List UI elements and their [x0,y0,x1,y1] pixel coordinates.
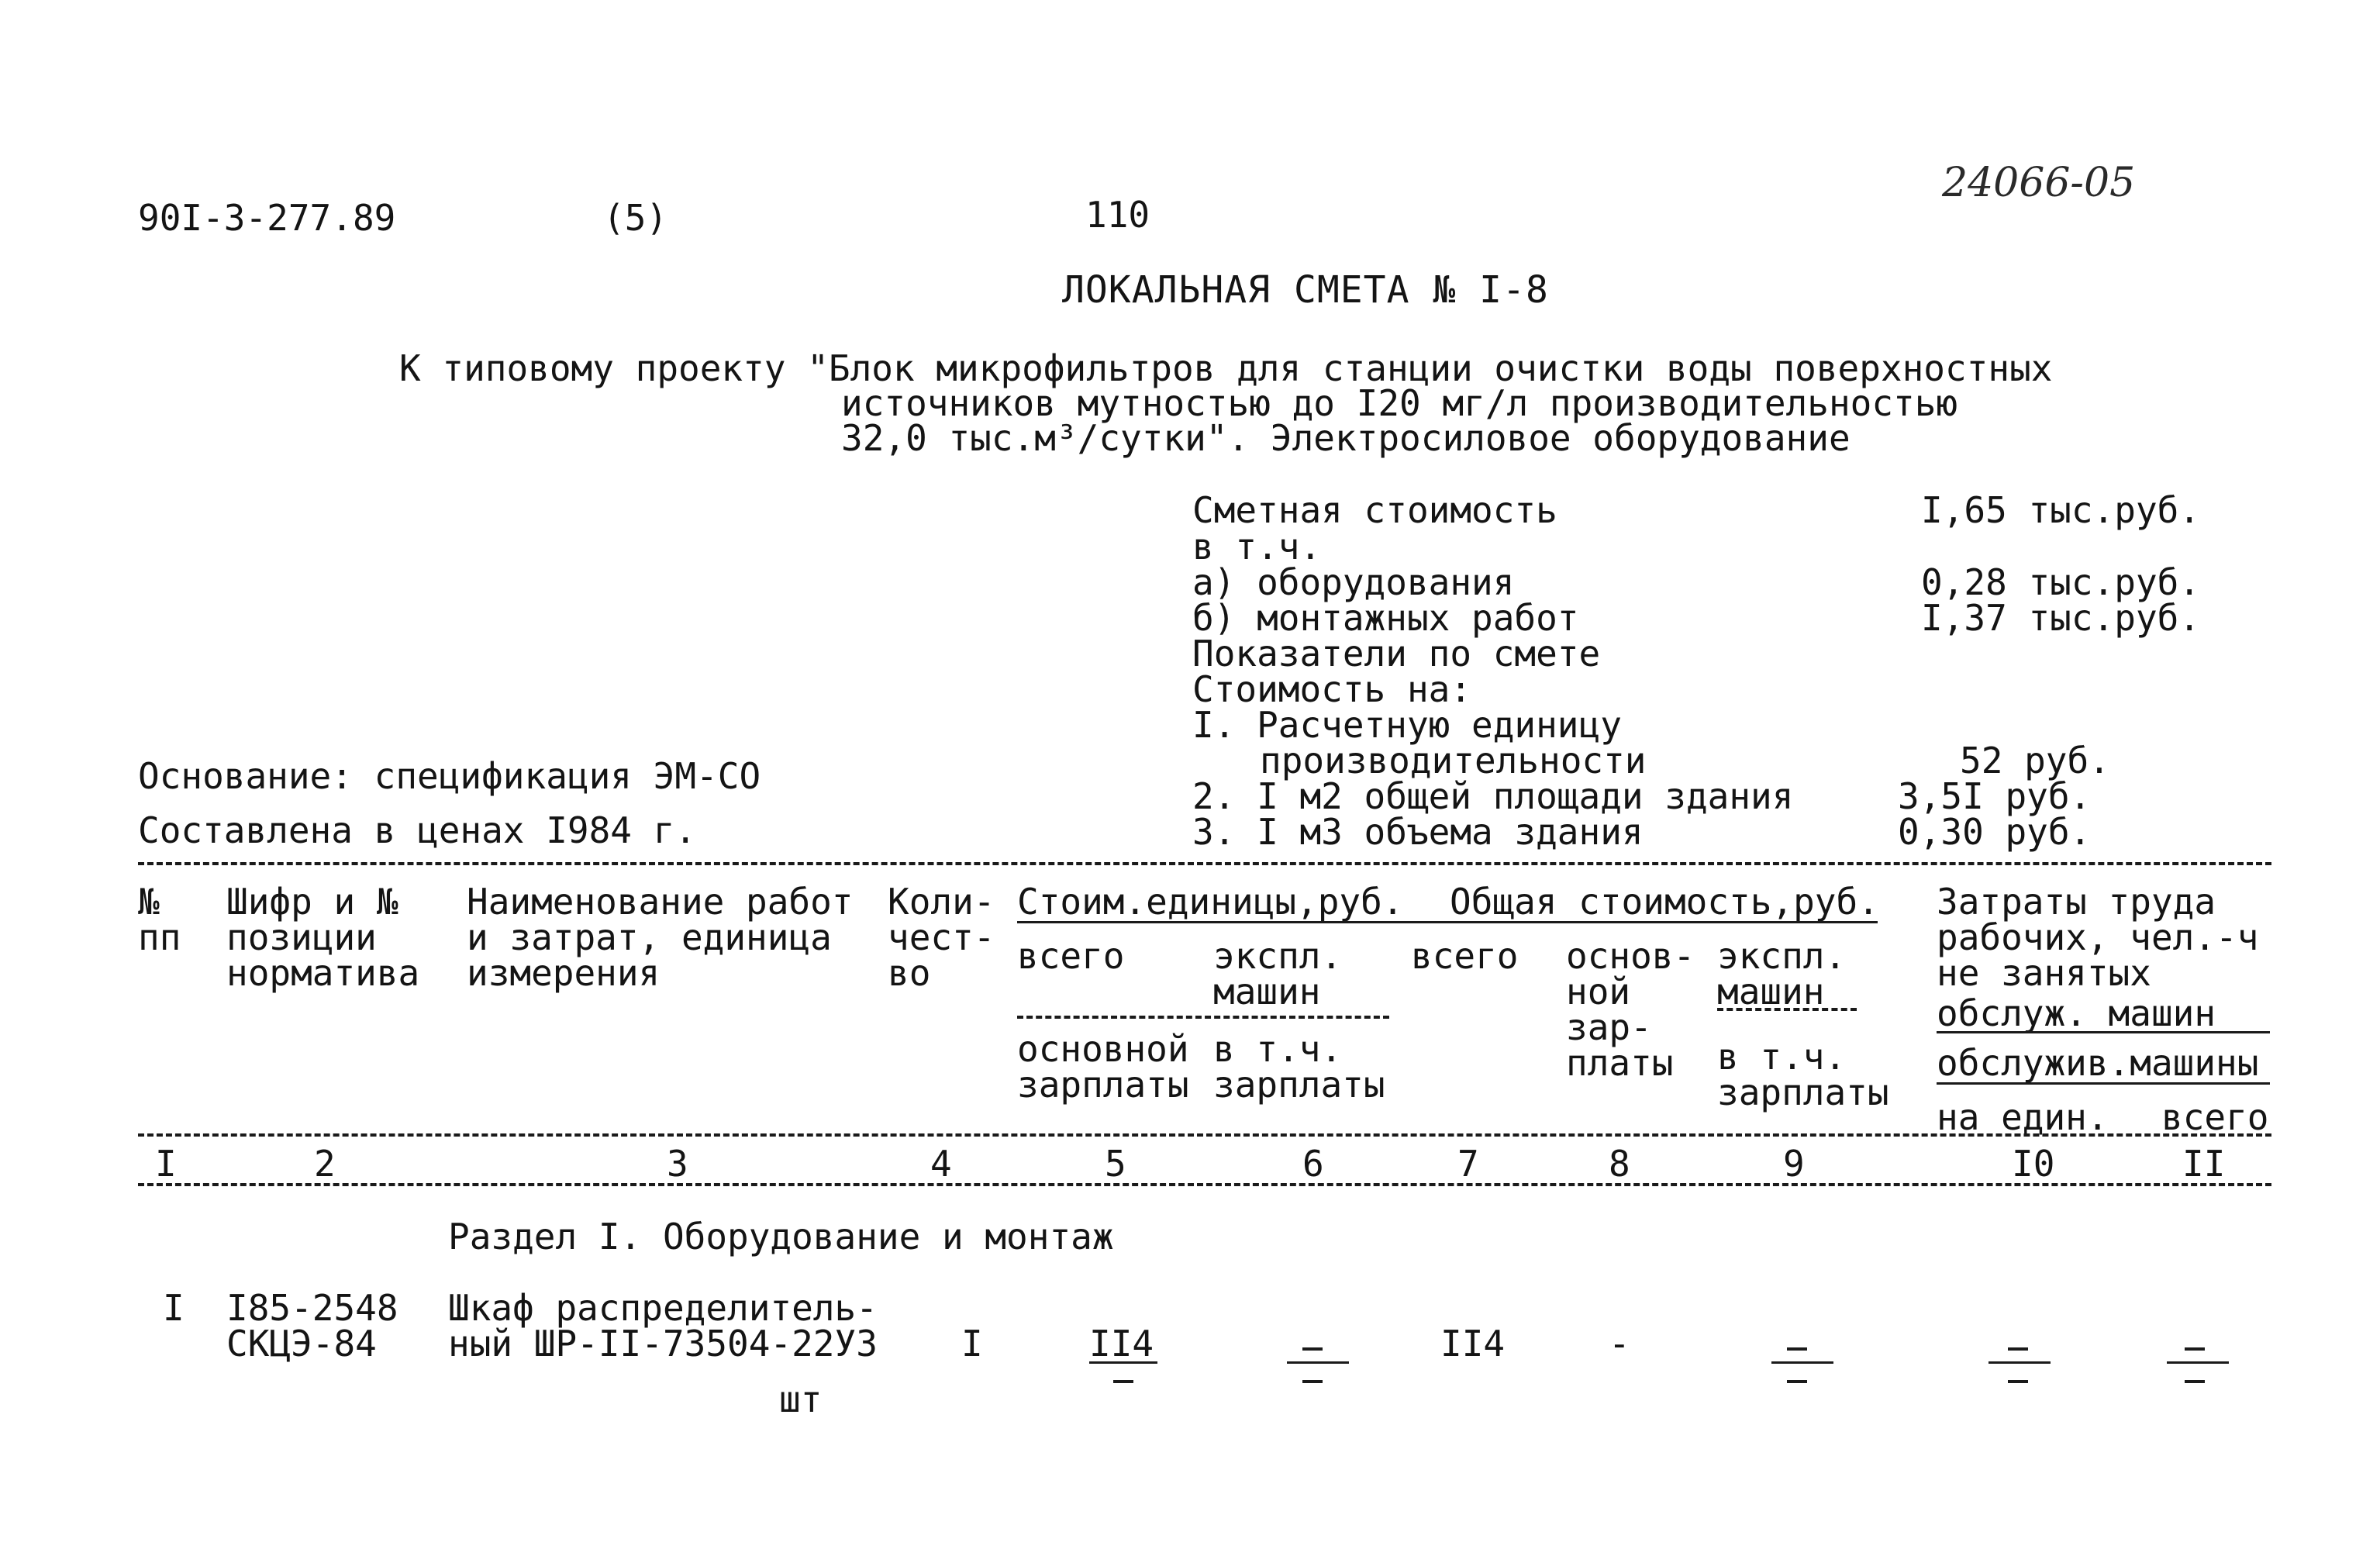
column-number-6: 6 [1302,1143,1324,1185]
col-8-header-b: ной [1566,971,1631,1013]
row-1-number: I [163,1287,185,1329]
row-1-labor-total-bottom [2185,1380,2205,1383]
column-number-8: 8 [1609,1143,1630,1185]
column-number-4: 4 [930,1143,952,1185]
labor-sub-header: рабочих, чел.-ч [1937,916,2259,958]
labor-sub-header-2: не занятых [1937,952,2151,994]
col-9-header-top-a: экспл. [1717,935,1847,977]
col-6-header-top-a: экспл. [1213,935,1343,977]
indicator-1-label: I. Расчетную единицу [1192,704,1622,746]
indicator-3-value: 0,30 руб. [1898,811,2092,853]
labor-header-serviced: обслужив.машины [1937,1042,2259,1084]
total-cost-group-header: Общая стоимость,руб. [1450,881,1879,923]
col-2-header-a: Шифр и № [226,881,398,923]
installation-value: I,37 тыс.руб. [1921,597,2201,639]
column-number-9: 9 [1783,1143,1805,1185]
cost-per-label: Стоимость на: [1192,668,1472,710]
unit-cost-group-header: Стоим.единицы,руб. [1017,881,1404,923]
row-1-unit-machines-bottom [1302,1380,1323,1383]
row-1-labor-unit-bottom [2008,1380,2028,1383]
col-5-header-bottom-a: основной [1017,1028,1189,1070]
col-5-header-top: всего [1017,935,1125,977]
row-1-machines-top [1787,1347,1807,1351]
col-6-header-bottom-b: зарплаты [1213,1064,1385,1106]
indicator-2-value: 3,5I руб. [1898,775,2092,817]
column-number-10: I0 [2012,1143,2055,1185]
handwritten-reference: 24066-05 [1942,160,2136,206]
row-1-base-wage: - [1609,1323,1630,1365]
col-4-header-b: чест- [888,916,995,958]
including-label: в т.ч. [1192,526,1322,568]
table-top-rule [138,862,2271,865]
prices-note: Составлена в ценах I984 г. [138,809,697,851]
row-1-unit-machines-line [1287,1361,1349,1364]
row-1-machines-bottom [1787,1380,1807,1383]
col-11-header: всего [2161,1096,2269,1138]
row-1-name-a: Шкаф распределитель- [448,1287,878,1329]
row-1-labor-unit-line [1989,1361,2051,1364]
col-6-header-top-b: машин [1213,971,1321,1013]
row-1-unit-total-underline [1089,1361,1157,1364]
col-8-header-d: платы [1566,1042,1674,1084]
col-3-header-c: измерения [467,952,661,994]
row-1-unit: шт [779,1378,823,1420]
indicator-1-label-cont: производительности [1260,740,1647,781]
col-3-header-a: Наименование работ [467,881,854,923]
row-1-code-b: СКЦЭ-84 [226,1323,377,1365]
row-1-quantity: I [961,1323,983,1365]
indicator-1-value: 52 руб. [1960,740,2110,781]
document-code: 90I-3-277.89 [138,197,396,239]
labor-header-underline-1 [1937,1031,2270,1033]
indicators-label: Показатели по смете [1192,633,1601,674]
document-part: (5) [603,197,668,239]
column-number-7: 7 [1457,1143,1479,1185]
col-1-header-b: пп [138,916,181,958]
header-bottom-rule [138,1133,2271,1137]
col-4-header-a: Коли- [888,881,995,923]
equipment-value: 0,28 тыс.руб. [1921,561,2201,603]
row-1-unit-machines-top [1302,1347,1323,1351]
col-6-header-bottom-a: в т.ч. [1213,1028,1343,1070]
basis-note: Основание: спецификация ЭМ-СО [138,755,761,797]
col-8-header-c: зар- [1566,1006,1652,1048]
column-number-11: II [2182,1143,2226,1185]
col-7-header-top: всего [1411,935,1519,977]
project-line-2: источников мутностью до I20 мг/л производительностью [841,382,1958,424]
estimated-cost-value: I,65 тыс.руб. [1921,489,2201,531]
row-1-code-a: I85-2548 [226,1287,398,1329]
col-2-header-b: позиции [226,916,377,958]
col-3-header-b: и затрат, единица [467,916,832,958]
col-1-header-a: № [138,881,160,923]
installation-label: б) монтажных работ [1192,597,1579,639]
col-10-header: на един. [1937,1096,2109,1138]
row-1-machines-line [1771,1361,1833,1364]
project-line-1: К типовому проекту "Блок микрофильтров для станции очистки воды поверхностных [399,347,2053,389]
column-number-3: 3 [667,1143,688,1185]
row-1-total: II4 [1440,1323,1506,1365]
column-numbers-rule [138,1183,2271,1186]
labor-header-machines: обслуж. машин [1937,992,2216,1034]
indicator-2-label: 2. I м2 общей площади здания [1192,775,1794,817]
cost-group-underline [1017,921,1878,923]
row-1-unit-wage-dash [1113,1380,1133,1383]
col-9-header-bottom-a: в т.ч. [1717,1036,1847,1078]
section-title: Раздел I. Оборудование и монтаж [448,1216,1114,1258]
indicator-3-label: 3. I м3 объема здания [1192,811,1644,853]
col-9-header-top-b: машин [1717,971,1825,1013]
row-1-name-b: ный ШР-II-73504-22У3 [448,1323,878,1365]
col-9-mid-rule [1717,1008,1857,1011]
document-title: ЛОКАЛЬНАЯ СМЕТА № I-8 [1062,268,1549,312]
row-1-unit-total: II4 [1089,1323,1154,1365]
estimated-cost-label: Сметная стоимость [1192,489,1557,531]
column-number-5: 5 [1105,1143,1126,1185]
unit-cost-mid-rule [1017,1016,1389,1019]
row-1-labor-total-line [2167,1361,2229,1364]
col-5-header-bottom-b: зарплаты [1017,1064,1189,1106]
col-9-header-bottom-b: зарплаты [1717,1071,1889,1113]
labor-header-underline-2 [1937,1082,2270,1085]
column-number-1: I [155,1143,177,1185]
col-4-header-c: во [888,952,931,994]
row-1-labor-unit-top [2008,1347,2028,1351]
equipment-label: а) оборудования [1192,561,1515,603]
col-8-header-a: основ- [1566,935,1695,977]
column-number-2: 2 [314,1143,336,1185]
labor-group-header: Затраты труда [1937,881,2216,923]
project-line-3: 32,0 тыс.м³/сутки". Электросиловое оборудование [841,417,1851,459]
col-2-header-c: норматива [226,952,420,994]
page-number: 110 [1085,194,1150,236]
row-1-labor-total-top [2185,1347,2205,1351]
